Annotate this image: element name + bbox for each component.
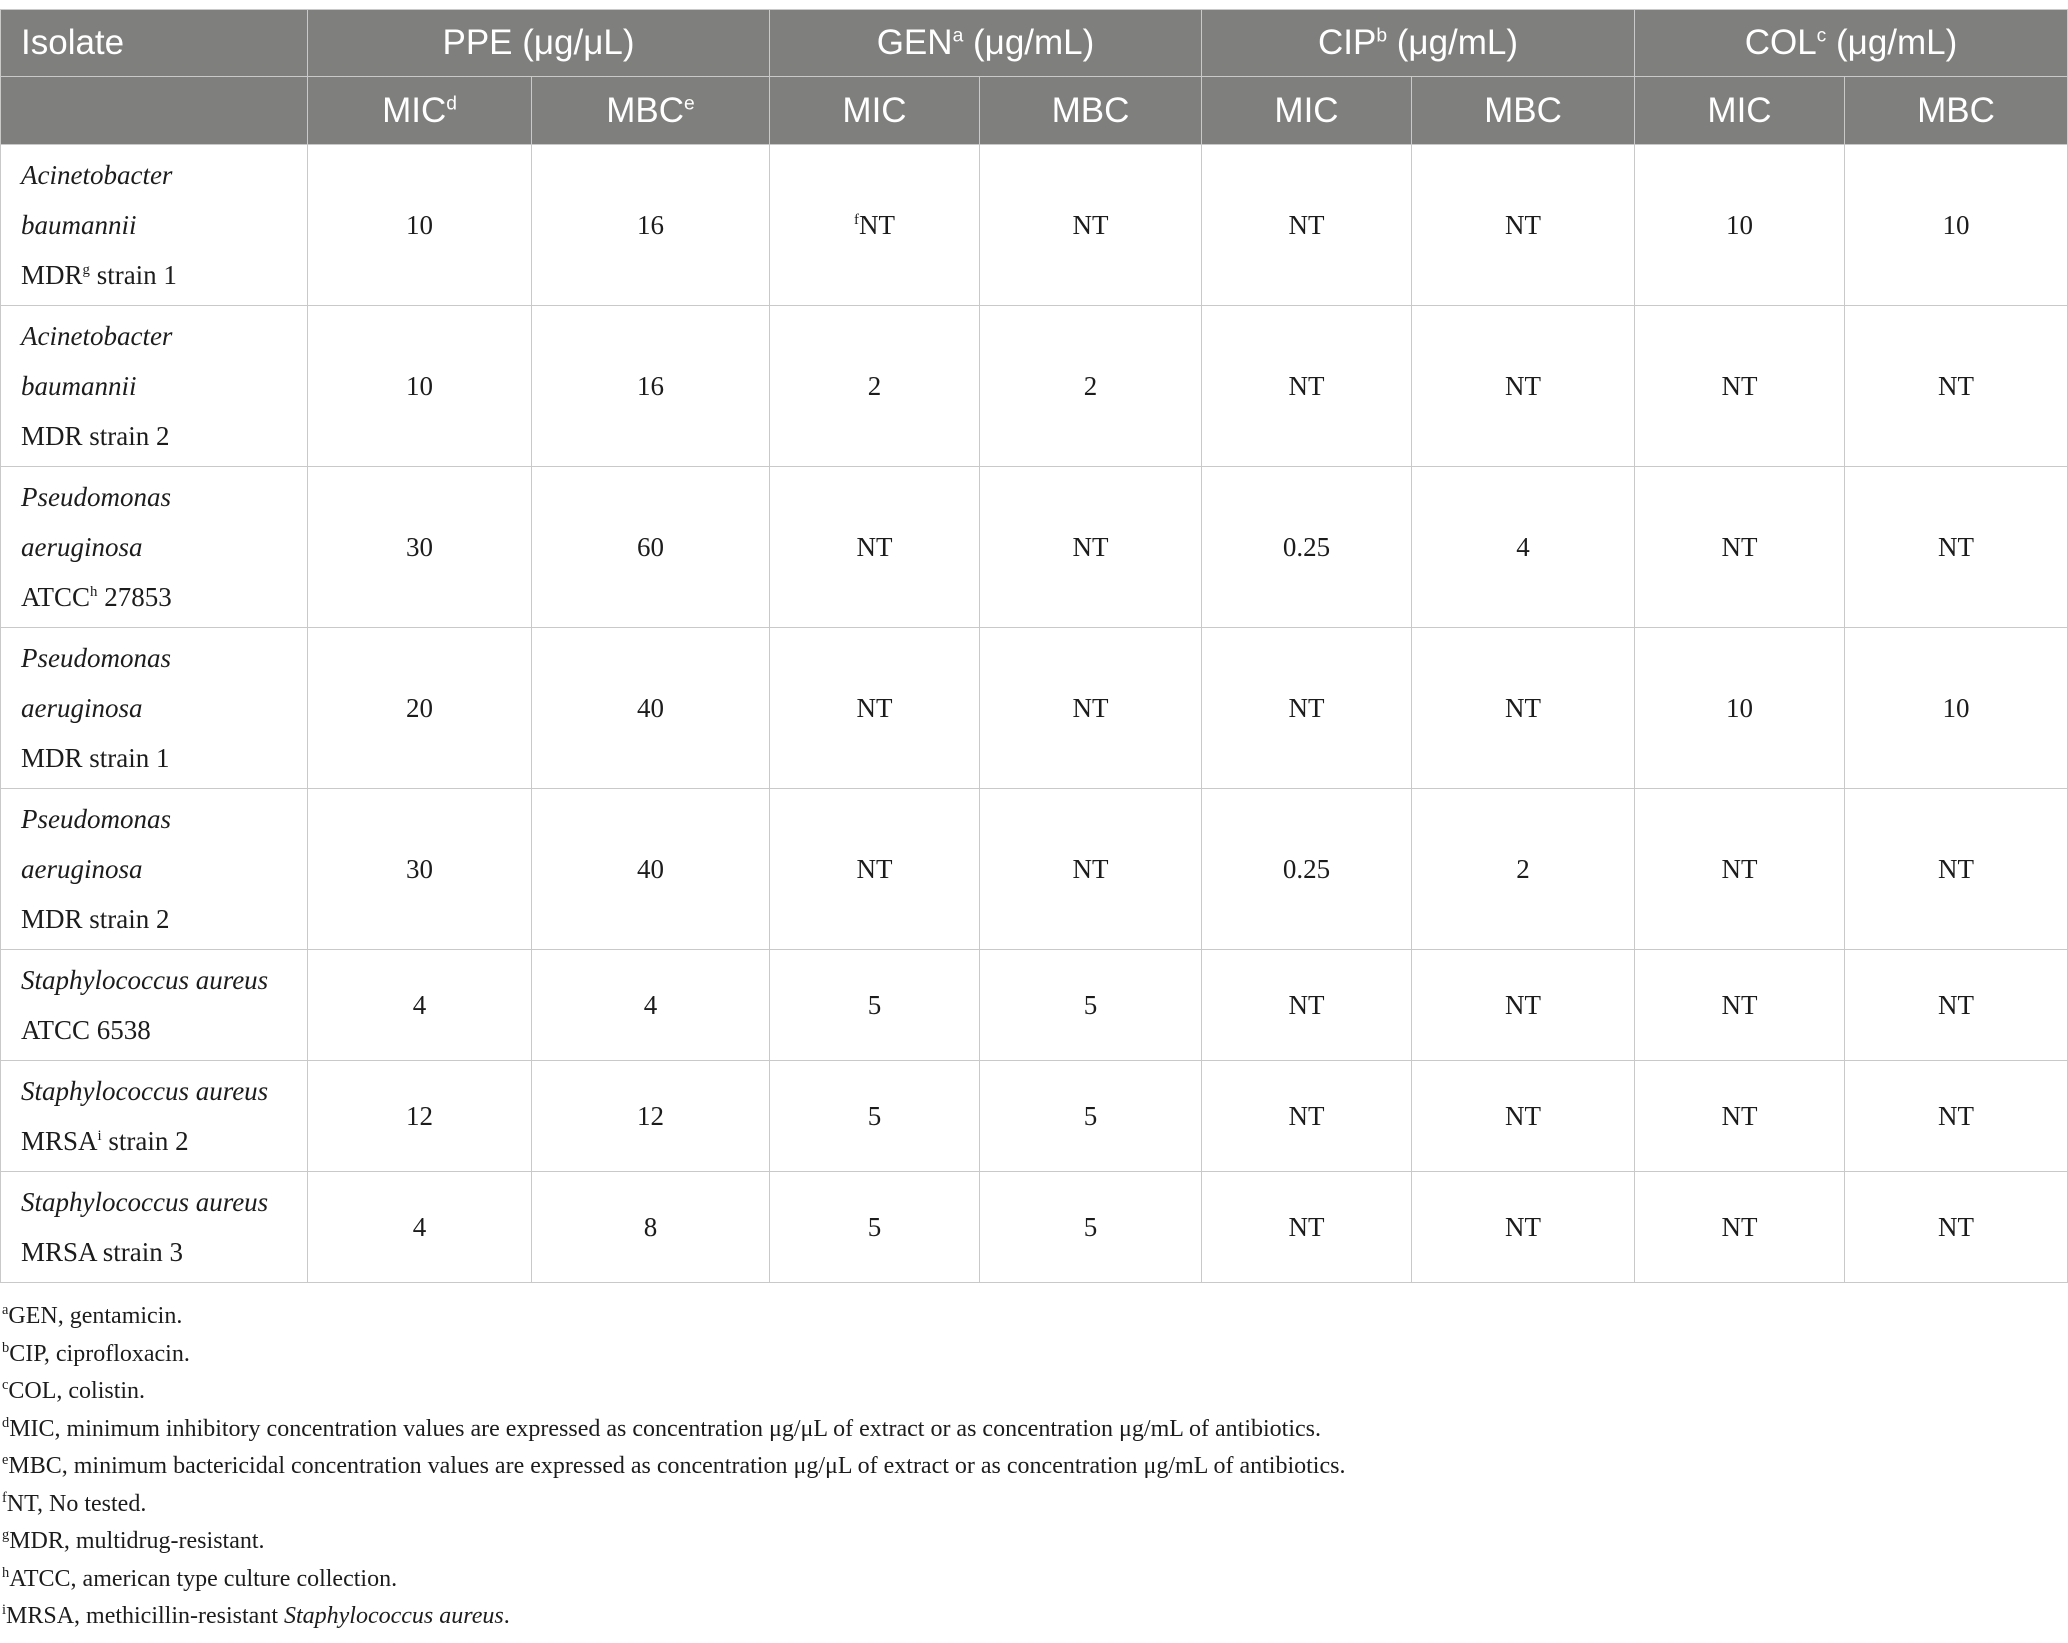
footnote-text: MIC, minimum inhibitory concentration values are expressed as concentration μg/μL of extract or as concentration μg/mL of antibiotics.	[9, 1415, 1321, 1442]
col-mic-cell: NT	[1635, 1172, 1845, 1283]
col-mbc-cell: NT	[1845, 789, 2068, 950]
gen-mbc-cell: 5	[980, 1061, 1202, 1172]
species-genus: Pseudomonas	[21, 804, 171, 834]
cip-mbc-cell: NT	[1412, 1061, 1635, 1172]
species-name: aeruginosa	[21, 693, 143, 723]
species-name: baumannii	[21, 371, 137, 401]
sub-label: MBC	[606, 90, 685, 130]
footnote-mark: b	[2, 1339, 10, 1356]
ppe-mic-cell: 4	[308, 1172, 532, 1283]
column-header-ppe-mbc	[532, 77, 770, 145]
footnotes	[2, 1298, 1345, 1636]
species-name: baumannii	[21, 210, 137, 240]
gen-mbc-cell: 5	[980, 950, 1202, 1061]
col-mic-cell: NT	[1635, 306, 1845, 467]
column-group-cip	[1202, 10, 1635, 77]
col-mbc-cell: NT	[1845, 1061, 2068, 1172]
col-mbc-cell: NT	[1845, 950, 2068, 1061]
strain-label: MRSA strain 3	[21, 1237, 184, 1267]
species-name: Staphylococcus aureus	[21, 1187, 269, 1217]
footnote-mark: h	[90, 584, 98, 600]
column-header-ppe-mic	[308, 77, 532, 145]
col-mbc-cell: NT	[1845, 467, 2068, 628]
footnote-text: ATCC, american type culture collection.	[9, 1565, 398, 1592]
footnote-mark: f	[2, 1489, 7, 1506]
footnote-text: COL, colistin.	[8, 1378, 146, 1404]
cip-mbc-cell: 2	[1412, 789, 1635, 950]
footnote-text: MBC, minimum bactericidal concentration values are expressed as concentration μg/μL of extract or as concentration μg/mL of antibiotics.	[8, 1453, 1346, 1479]
species-genus: Pseudomonas	[21, 482, 171, 512]
ppe-mbc-cell: 40	[532, 628, 770, 789]
cip-mbc-cell: 4	[1412, 467, 1635, 628]
col-mic-cell: NT	[1635, 789, 1845, 950]
ppe-mic-cell: 12	[308, 1061, 532, 1172]
footnote-mark: c	[1816, 25, 1827, 47]
header-row-sub	[1, 77, 2068, 145]
gen-mic-cell: NT	[770, 467, 980, 628]
table-row	[1, 1172, 2068, 1283]
footnote	[2, 1298, 1345, 1336]
sub-label: MIC	[382, 90, 447, 130]
cip-mic-cell: NT	[1202, 1061, 1412, 1172]
ppe-mbc-cell: 60	[532, 467, 770, 628]
cip-mic-cell: NT	[1202, 628, 1412, 789]
gen-mbc-cell: NT	[980, 628, 1202, 789]
ppe-mic-cell: 30	[308, 467, 532, 628]
column-header-blank	[1, 77, 308, 145]
isolate-cell	[1, 789, 308, 950]
group-label: CIP	[1317, 23, 1377, 62]
species-genus: Acinetobacter	[21, 160, 173, 190]
footnote-text: CIP, ciprofloxacin.	[9, 1340, 190, 1367]
footnote-mark: i	[97, 1128, 102, 1144]
gen-mic-cell: 2	[770, 306, 980, 467]
gen-mic-cell	[770, 145, 980, 306]
col-mic-cell: NT	[1635, 467, 1845, 628]
isolate-cell	[1, 1061, 308, 1172]
results-table	[0, 9, 2068, 1283]
gen-mbc-cell: NT	[980, 789, 1202, 950]
strain-suffix: strain 1	[89, 260, 177, 290]
strain-label: MDR strain 2	[21, 904, 170, 934]
group-unit: (μg/mL)	[1387, 23, 1519, 62]
table-row	[1, 145, 2068, 306]
gen-mbc-cell: 2	[980, 306, 1202, 467]
ppe-mbc-cell: 12	[532, 1061, 770, 1172]
footnote	[2, 1373, 1345, 1411]
ppe-mic-cell: 4	[308, 950, 532, 1061]
ppe-mbc-cell: 4	[532, 950, 770, 1061]
cip-mic-cell: NT	[1202, 950, 1412, 1061]
species-name: Staphylococcus aureus	[21, 1076, 269, 1106]
cip-mic-cell: 0.25	[1202, 467, 1412, 628]
ppe-mbc-cell: 40	[532, 789, 770, 950]
table-row	[1, 1061, 2068, 1172]
group-unit: (μg/mL)	[963, 23, 1095, 62]
column-group-ppe	[308, 10, 770, 77]
strain-suffix: strain 2	[101, 1126, 189, 1156]
table-row	[1, 628, 2068, 789]
footnote-mark: g	[2, 1527, 10, 1543]
ppe-mic-cell: 30	[308, 789, 532, 950]
col-mbc-cell: NT	[1845, 1172, 2068, 1283]
footnote	[2, 1598, 1345, 1636]
footnote-text: NT, No tested.	[6, 1490, 147, 1517]
isolate-cell	[1, 467, 308, 628]
column-header-cip-mbc: MBC	[1412, 77, 1635, 145]
ppe-mbc-cell: 16	[532, 145, 770, 306]
footnote-text: GEN, gentamicin.	[8, 1303, 183, 1329]
column-group-gen	[770, 10, 1202, 77]
cell-value: NT	[858, 209, 895, 240]
gen-mic-cell: NT	[770, 628, 980, 789]
table-row	[1, 789, 2068, 950]
group-label: COL	[1744, 23, 1817, 62]
column-header-col-mbc: MBC	[1845, 77, 2068, 145]
footnote-mark: d	[2, 1414, 10, 1431]
col-mbc-cell: 10	[1845, 628, 2068, 789]
col-mbc-cell: NT	[1845, 306, 2068, 467]
footnote	[2, 1561, 1345, 1599]
footnote	[2, 1336, 1345, 1374]
strain-label: MDR strain 2	[21, 421, 170, 451]
group-label: PPE (μg/μL)	[442, 23, 635, 62]
isolate-cell	[1, 950, 308, 1061]
footnote	[2, 1486, 1345, 1524]
footnote-mark: b	[1376, 25, 1388, 47]
species-genus: Acinetobacter	[21, 321, 173, 351]
species-name: aeruginosa	[21, 532, 143, 562]
column-header-cip-mic: MIC	[1202, 77, 1412, 145]
footnote-mark: h	[2, 1564, 10, 1581]
footnote-text: MDR, multidrug-resistant.	[9, 1528, 265, 1554]
gen-mbc-cell: 5	[980, 1172, 1202, 1283]
col-mic-cell: NT	[1635, 1061, 1845, 1172]
col-mic-cell: 10	[1635, 145, 1845, 306]
column-header-gen-mic: MIC	[770, 77, 980, 145]
footnote-mark: g	[82, 262, 90, 278]
gen-mic-cell: 5	[770, 1061, 980, 1172]
footnote	[2, 1523, 1345, 1561]
gen-mbc-cell: NT	[980, 467, 1202, 628]
strain-label: ATCC	[21, 582, 91, 612]
footnote-end: .	[503, 1603, 510, 1629]
species-name: Staphylococcus aureus	[21, 965, 269, 995]
table-row	[1, 950, 2068, 1061]
strain-suffix: 27853	[97, 582, 172, 612]
column-header-gen-mbc: MBC	[980, 77, 1202, 145]
col-mbc-cell: 10	[1845, 145, 2068, 306]
isolate-cell	[1, 306, 308, 467]
col-mic-cell: 10	[1635, 628, 1845, 789]
footnote-text: MRSA, methicillin-resistant	[6, 1603, 284, 1629]
gen-mic-cell: NT	[770, 789, 980, 950]
footnote-mark: f	[854, 211, 859, 228]
species-genus: Pseudomonas	[21, 643, 171, 673]
gen-mbc-cell: NT	[980, 145, 1202, 306]
group-label: GEN	[876, 23, 953, 62]
ppe-mic-cell: 10	[308, 306, 532, 467]
column-header-col-mic: MIC	[1635, 77, 1845, 145]
footnote-species: Staphylococcus aureus	[283, 1603, 504, 1629]
isolate-cell	[1, 1172, 308, 1283]
column-header-isolate: Isolate	[1, 10, 308, 77]
gen-mic-cell: 5	[770, 950, 980, 1061]
gen-mic-cell: 5	[770, 1172, 980, 1283]
cip-mbc-cell: NT	[1412, 628, 1635, 789]
ppe-mbc-cell: 8	[532, 1172, 770, 1283]
strain-label: MDR strain 1	[21, 743, 170, 773]
table-row	[1, 467, 2068, 628]
footnote-mark: e	[684, 92, 695, 114]
footnote-mark: e	[2, 1452, 9, 1468]
cip-mic-cell: NT	[1202, 145, 1412, 306]
group-unit: (μg/mL)	[1826, 23, 1958, 62]
cip-mbc-cell: NT	[1412, 950, 1635, 1061]
footnote-mark: i	[2, 1602, 6, 1618]
ppe-mbc-cell: 16	[532, 306, 770, 467]
footnote-mark: c	[2, 1377, 9, 1393]
species-name: aeruginosa	[21, 854, 143, 884]
column-group-col	[1635, 10, 2068, 77]
isolate-cell	[1, 145, 308, 306]
cip-mic-cell: NT	[1202, 306, 1412, 467]
strain-label: MRSA	[21, 1126, 98, 1156]
cip-mic-cell: 0.25	[1202, 789, 1412, 950]
cip-mic-cell: NT	[1202, 1172, 1412, 1283]
ppe-mic-cell: 20	[308, 628, 532, 789]
footnote-mark: a	[2, 1302, 9, 1318]
cip-mbc-cell: NT	[1412, 1172, 1635, 1283]
col-mic-cell: NT	[1635, 950, 1845, 1061]
footnote	[2, 1448, 1345, 1486]
isolate-cell	[1, 628, 308, 789]
cip-mbc-cell: NT	[1412, 306, 1635, 467]
strain-label: ATCC 6538	[21, 1015, 151, 1045]
strain-label: MDR	[21, 260, 83, 290]
footnote	[2, 1411, 1345, 1449]
cip-mbc-cell: NT	[1412, 145, 1635, 306]
table-row	[1, 306, 2068, 467]
header-row-groups	[1, 10, 2068, 77]
footnote-mark: d	[446, 92, 457, 114]
footnote-mark: a	[952, 25, 964, 47]
ppe-mic-cell: 10	[308, 145, 532, 306]
